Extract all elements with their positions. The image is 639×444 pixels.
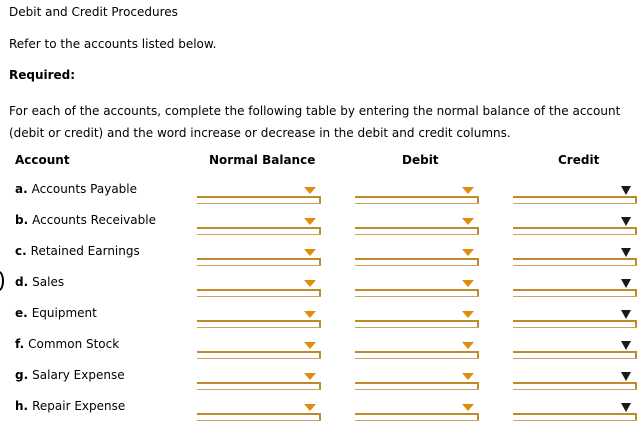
chevron-down-icon[interactable] [462,218,474,225]
account-letter: g. [15,368,29,382]
chevron-down-icon[interactable] [621,248,631,257]
debit-dropdown[interactable] [355,369,479,384]
normal-balance-dropdown[interactable] [197,369,321,384]
account-name: Repair Expense [32,399,126,413]
chevron-down-icon[interactable] [304,218,316,225]
focus-marker [0,271,4,291]
credit-dropdown[interactable] [513,400,637,415]
normal-balance-dropdown[interactable] [197,245,321,260]
account-name: Accounts Payable [31,182,138,196]
chevron-down-icon[interactable] [462,280,474,287]
account-name: Retained Earnings [30,244,140,258]
chevron-down-icon[interactable] [462,342,474,349]
chevron-down-icon[interactable] [304,187,316,194]
credit-dropdown[interactable] [513,369,637,384]
debit-dropdown[interactable] [355,276,479,291]
dropdown-underline [197,420,321,421]
chevron-down-icon[interactable] [462,311,474,318]
dropdown-underline [513,265,637,266]
account-letter: f. [15,337,25,351]
account-label [15,337,119,351]
account-label [15,399,125,413]
dropdown-underline [513,420,637,421]
dropdown-underline [355,389,479,390]
debit-dropdown[interactable] [355,400,479,415]
account-letter: c. [15,244,27,258]
dropdown-underline [513,296,637,297]
dropdown-underline [197,327,321,328]
account-name: Salary Expense [32,368,125,382]
account-name: Sales [32,275,65,289]
chevron-down-icon[interactable] [304,404,316,411]
chevron-down-icon[interactable] [304,342,316,349]
credit-dropdown[interactable] [513,338,637,353]
debit-dropdown[interactable] [355,245,479,260]
dropdown-underline [513,203,637,204]
chevron-down-icon[interactable] [621,310,631,319]
dropdown-underline [355,327,479,328]
normal-balance-dropdown[interactable] [197,276,321,291]
dropdown-underline [513,358,637,359]
credit-dropdown[interactable] [513,307,637,322]
chevron-down-icon[interactable] [462,249,474,256]
dropdown-underline [513,389,637,390]
dropdown-underline [355,265,479,266]
account-letter: h. [15,399,29,413]
chevron-down-icon[interactable] [304,280,316,287]
dropdown-underline [355,420,479,421]
dropdown-underline [355,203,479,204]
header-credit: Credit [558,153,600,167]
credit-dropdown[interactable] [513,183,637,198]
required-label: Required: [9,68,76,82]
page-title: Debit and Credit Procedures [9,5,178,19]
header-normal-balance: Normal Balance [209,153,316,167]
header-account: Account [15,153,70,167]
chevron-down-icon[interactable] [304,311,316,318]
normal-balance-dropdown[interactable] [197,338,321,353]
chevron-down-icon[interactable] [621,372,631,381]
account-name: Equipment [31,306,97,320]
dropdown-underline [197,234,321,235]
credit-dropdown[interactable] [513,276,637,291]
dropdown-underline [197,296,321,297]
chevron-down-icon[interactable] [621,341,631,350]
dropdown-underline [513,234,637,235]
debit-dropdown[interactable] [355,338,479,353]
account-name: Common Stock [28,337,120,351]
intro-text: Refer to the accounts listed below. [9,37,217,51]
credit-dropdown[interactable] [513,245,637,260]
debit-dropdown[interactable] [355,183,479,198]
chevron-down-icon[interactable] [304,373,316,380]
chevron-down-icon[interactable] [304,249,316,256]
account-label [15,368,125,382]
dropdown-underline [197,265,321,266]
account-name: Accounts Receivable [32,213,156,227]
dropdown-underline [355,234,479,235]
dropdown-underline [197,358,321,359]
dropdown-underline [513,327,637,328]
dropdown-underline [355,296,479,297]
credit-dropdown[interactable] [513,214,637,229]
normal-balance-dropdown[interactable] [197,307,321,322]
chevron-down-icon[interactable] [621,217,631,226]
dropdown-underline [355,358,479,359]
chevron-down-icon[interactable] [621,186,631,195]
dropdown-underline [197,389,321,390]
account-label [15,275,64,289]
chevron-down-icon[interactable] [621,279,631,288]
account-label [15,213,156,227]
debit-dropdown[interactable] [355,214,479,229]
normal-balance-dropdown[interactable] [197,400,321,415]
normal-balance-dropdown[interactable] [197,183,321,198]
account-label [15,182,137,196]
dropdown-underline [197,203,321,204]
chevron-down-icon[interactable] [462,404,474,411]
account-letter: b. [15,213,29,227]
account-label [15,306,97,320]
normal-balance-dropdown[interactable] [197,214,321,229]
debit-dropdown[interactable] [355,307,479,322]
chevron-down-icon[interactable] [462,187,474,194]
header-debit: Debit [402,153,439,167]
instructions-text: For each of the accounts, complete the following table by entering the normal balance of the account (debit or credit) and the word increase or decrease in the debit and credit columns. [9,104,621,140]
account-label [15,244,140,258]
account-letter: d. [15,275,29,289]
chevron-down-icon[interactable] [621,403,631,412]
chevron-down-icon[interactable] [462,373,474,380]
account-letter: e. [15,306,28,320]
account-letter: a. [15,182,28,196]
